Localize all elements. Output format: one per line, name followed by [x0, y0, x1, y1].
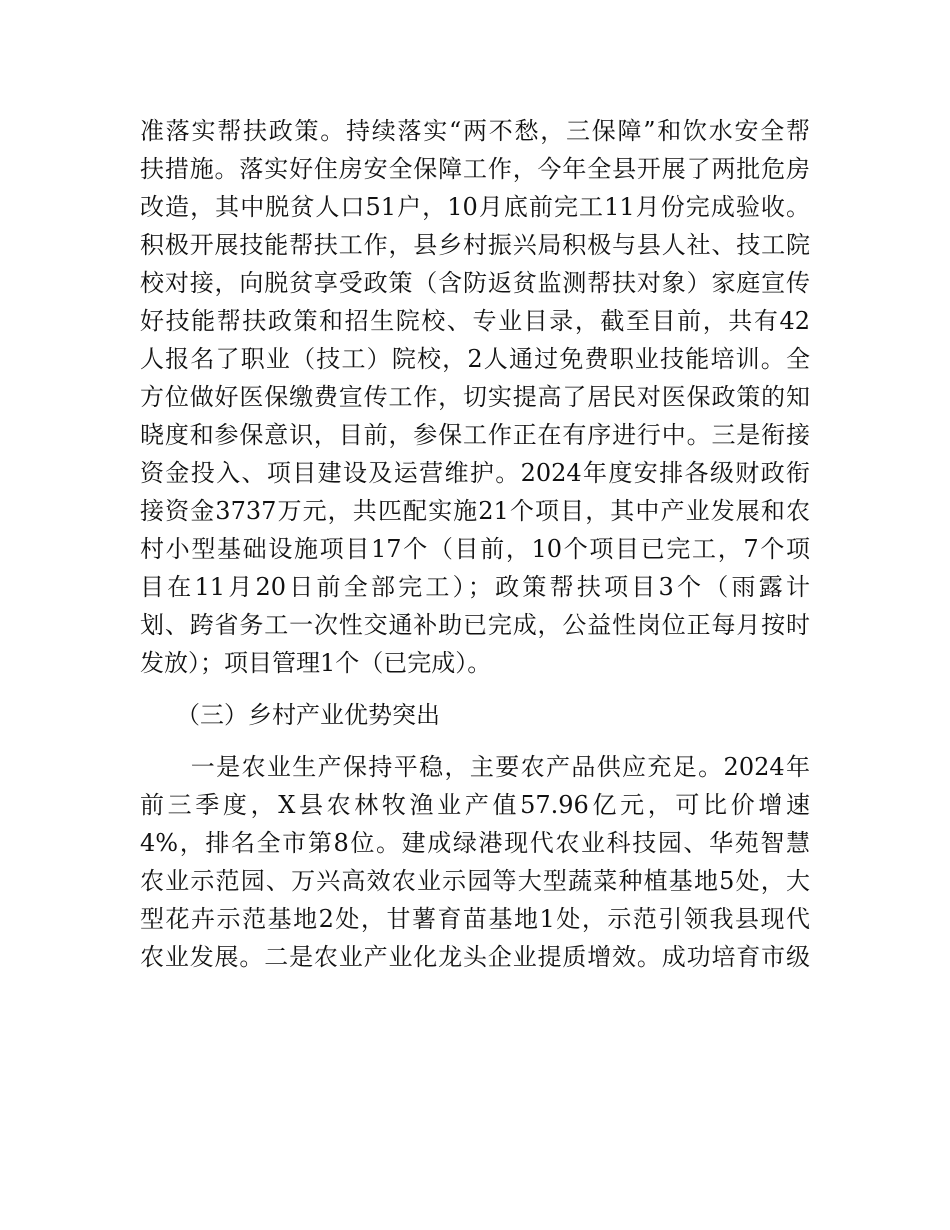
text-line: 前三季度，X县农林牧渔业产值57.96亿元，可比价增速: [140, 791, 810, 819]
section-heading: [140, 696, 810, 734]
text-line: 接资金3737万元，共匹配实施21个项目，其中产业发展和农: [140, 497, 810, 525]
paragraph-body-2: [140, 748, 810, 976]
text-line: 划、跨省务工一次性交通补助已完成，公益性岗位正每月按时: [140, 611, 810, 639]
text-line: 4%，排名全市第8位。建成绿港现代农业科技园、华苑智慧: [140, 829, 810, 857]
text-line: 晓度和参保意识，目前，参保工作正在有序进行中。三是衔接: [140, 421, 810, 449]
text-line: 发放）；项目管理1个（已完成）。: [140, 649, 492, 677]
text-line: 改造，其中脱贫人口51户，10月底前完工11月份完成验收。: [140, 193, 810, 221]
text-line: 方位做好医保缴费宣传工作，切实提高了居民对医保政策的知: [140, 383, 810, 411]
text-line: 村小型基础设施项目17个（目前，10个项目已完工，7个项: [140, 535, 810, 563]
text-line: 农业发展。二是农业产业化龙头企业提质增效。成功培育市级: [140, 943, 810, 971]
text-line: 一是农业生产保持平稳，主要农产品供应充足。2024年: [140, 753, 810, 781]
text-line: 扶措施。落实好住房安全保障工作，今年全县开展了两批危房: [140, 155, 810, 183]
text-line: 好技能帮扶政策和招生院校、专业目录，截至目前，共有42: [140, 307, 810, 335]
text-line: 积极开展技能帮扶工作，县乡村振兴局积极与县人社、技工院: [140, 231, 810, 259]
document-page: [140, 112, 810, 976]
paragraph-spacer: [140, 734, 810, 748]
text-line: 目在11月20日前全部完工）；政策帮扶项目3个（雨露计: [140, 573, 810, 601]
paragraph-spacer: [140, 682, 810, 696]
text-line: 人报名了职业（技工）院校，2人通过免费职业技能培训。全: [140, 345, 810, 373]
text-line: 校对接，向脱贫享受政策（含防返贫监测帮扶对象）家庭宣传: [140, 269, 810, 297]
text-line: 资金投入、项目建设及运营维护。2024年度安排各级财政衔: [140, 459, 810, 487]
text-line: 型花卉示范基地2处，甘薯育苗基地1处，示范引领我县现代: [140, 905, 810, 933]
text-line: 农业示范园、万兴高效农业示园等大型蔬菜种植基地5处，大: [140, 867, 810, 895]
paragraph-body-1: [140, 112, 810, 682]
heading-text: （三）乡村产业优势突出: [140, 701, 440, 729]
text-line: 准落实帮扶政策。持续落实“两不愁，三保障”和饮水安全帮: [140, 117, 810, 145]
